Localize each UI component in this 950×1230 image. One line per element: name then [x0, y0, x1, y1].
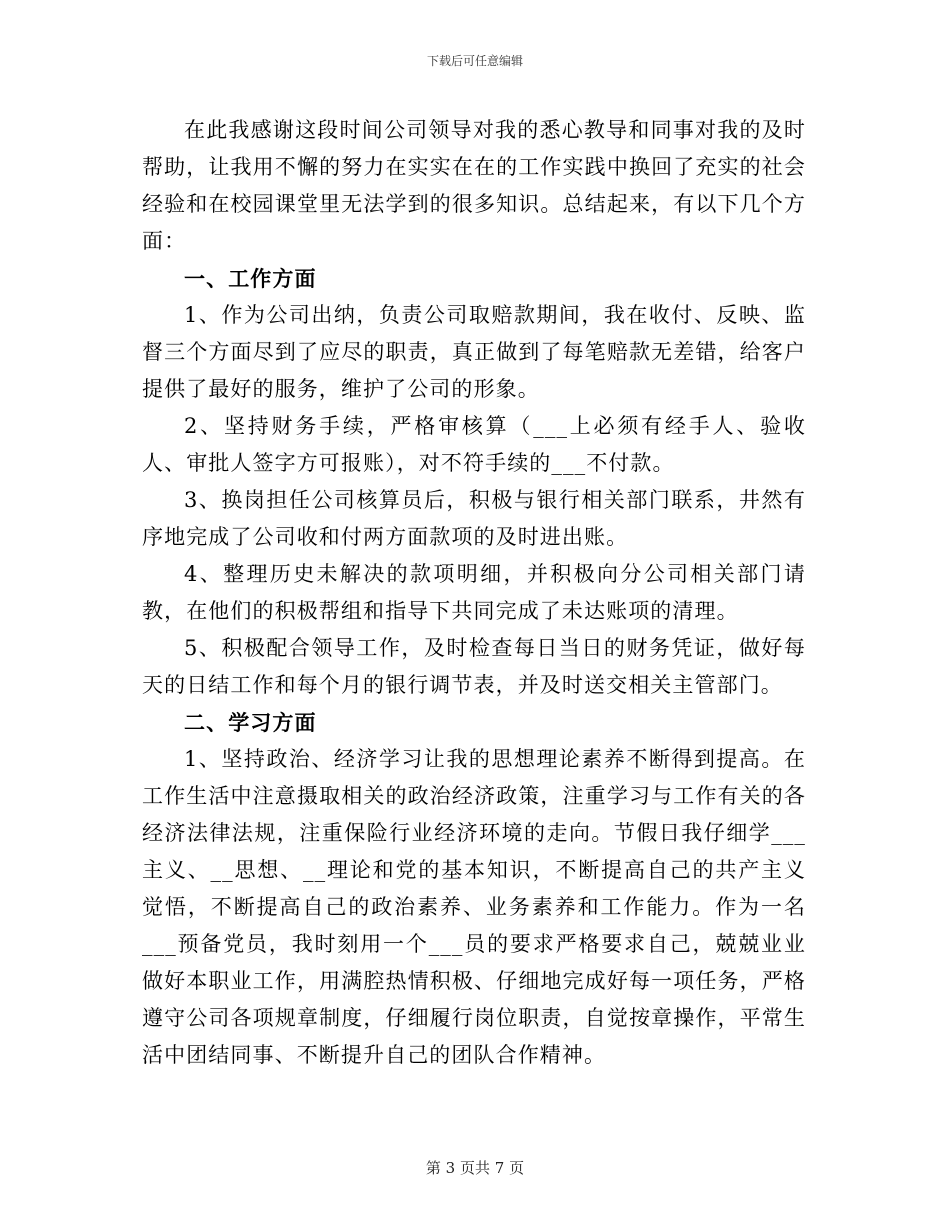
work-item-2: 2、坚持财务手续，严格审核算（___上必须有经手人、验收人、审批人签字方可报账），对不符手续的___不付款。 [142, 414, 806, 475]
section-heading-work: 一、工作方面 [184, 266, 317, 291]
document-body [142, 112, 806, 1074]
work-item-5: 5、积极配合领导工作，及时检查每日当日的财务凭证，做好每天的日结工作和每个月的银行调节表，并及时送交相关主管部门。 [142, 636, 806, 697]
section-heading-study: 二、学习方面 [184, 710, 317, 735]
work-item-4: 4、整理历史未解决的款项明细，并积极向分公司相关部门请教，在他们的积极帮组和指导下共同完成了未达账项的清理。 [142, 562, 806, 623]
study-item-1: 1、坚持政治、经济学习让我的思想理论素养不断得到提高。在工作生活中注意摄取相关的政治经济政策，注重学习与工作有关的各经济法律法规，注重保险行业经济环境的走向。节假日我仔细学___主义、__思想、__理论和党的基本知识，不断提高自己的共产主义觉悟，不断提高自己的政治素养、业务素养和工作能力。作为一名___预备党员，我时刻用一个___员的要求严格要求自己，兢兢业业做好本职业工作，用满腔热情积极、仔细地完成好每一项任务，严格遵守公司各项规章制度，仔细履行岗位职责，自觉按章操作，平常生活中团结同事、不断提升自己的团队合作精神。 [142, 747, 806, 1067]
intro-paragraph: 在此我感谢这段时间公司领导对我的悉心教导和同事对我的及时帮助，让我用不懈的努力在实实在在的工作实践中换回了充实的社会经验和在校园课堂里无法学到的很多知识。总结起来，有以下几个方面： [142, 118, 806, 253]
page-header: 下载后可任意编辑 [426, 54, 523, 68]
work-item-3: 3、换岗担任公司核算员后，积极与银行相关部门联系，井然有序地完成了公司收和付两方面款项的及时进出账。 [142, 488, 806, 549]
work-item-1: 1、作为公司出纳，负责公司取赔款期间，我在收付、反映、监督三个方面尽到了应尽的职责，真正做到了每笔赔款无差错，给客户提供了最好的服务，维护了公司的形象。 [142, 303, 806, 401]
page-number: 第 3 页共 7 页 [425, 1159, 525, 1177]
